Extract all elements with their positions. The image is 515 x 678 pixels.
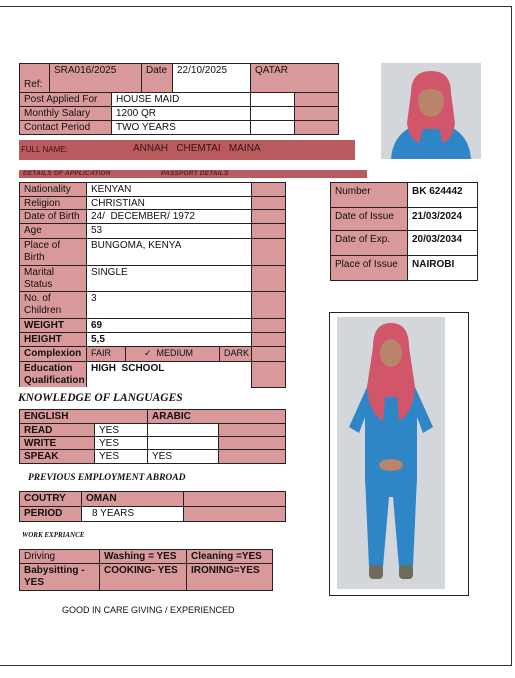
education-value: HIGH SCHOOL [86, 361, 252, 387]
lang-speak-english: YES [94, 449, 148, 464]
lang-speak-label: SPEAK [19, 449, 95, 464]
salary-label: Monthly Salary [19, 106, 112, 121]
salary-value: 1200 QR [111, 106, 251, 121]
work-babysitting: Babysitting - YES [19, 563, 100, 591]
marital-extra [251, 265, 286, 292]
education-extra [251, 361, 286, 388]
lang-write-arabic [147, 436, 219, 450]
children-value: 3 [86, 291, 252, 319]
page-border-right [511, 6, 512, 666]
nationality-value: KENYAN [86, 182, 252, 197]
height-label: HEIGHT [19, 332, 87, 347]
place-issue-value: NAIROBI [407, 255, 478, 281]
passport-number-value: BK 624442 [407, 182, 478, 208]
complexion-extra [251, 346, 286, 362]
fullname-bar [19, 140, 355, 160]
lang-english-header: ENGLISH [19, 409, 148, 424]
ref-value: SRA016/2025 [49, 63, 142, 93]
dob-value: 24/ DECEMBER/ 1972 [86, 209, 252, 224]
complexion-label: Complexion [19, 346, 87, 362]
issue-date-label: Date of Issue [330, 207, 408, 231]
expiry-date-value: 20/03/2034 [407, 230, 478, 256]
footer-note: GOOD IN CARE GIVING / EXPERIENCED [62, 605, 235, 615]
religion-label: Religion [19, 196, 87, 210]
work-washing: Washing = YES [99, 549, 187, 564]
lang-speak-extra [218, 449, 286, 464]
portrait-photo [381, 63, 481, 159]
date-value: 22/10/2025 [172, 63, 251, 93]
work-title: WORK EXPRIANCE [22, 531, 85, 539]
contract-value: TWO YEARS [111, 120, 251, 135]
page-border-bottom [0, 665, 512, 666]
employment-country-label: COUTRY [19, 491, 82, 507]
work-cooking: COOKING- YES [99, 563, 187, 591]
fullbody-photo [337, 317, 445, 589]
age-value: 53 [86, 223, 252, 239]
religion-extra [251, 196, 286, 210]
employment-country-extra [183, 491, 286, 507]
portrait-illustration [381, 63, 481, 159]
passport-number-label: Number [330, 182, 408, 208]
pob-extra [251, 238, 286, 266]
place-issue-label: Place of Issue [330, 255, 408, 281]
ref-label: Ref: [24, 79, 43, 90]
ref-cell [19, 63, 50, 93]
weight-extra [251, 318, 286, 333]
contract-pink [294, 120, 339, 135]
employment-title: PREVIOUS EMPLOYMENT ABROAD [28, 473, 186, 483]
education-label: Education Qualification [19, 361, 87, 387]
section-bar [19, 170, 367, 178]
lang-speak-arabic: YES [147, 449, 219, 464]
nationality-extra [251, 182, 286, 197]
fullbody-photo-frame [329, 312, 469, 596]
contract-label: Contact Period [19, 120, 112, 135]
contract-blank [250, 120, 295, 135]
marital-value: SINGLE [86, 265, 252, 292]
height-extra [251, 332, 286, 347]
lang-read-label: READ [19, 423, 95, 437]
fullbody-illustration [337, 317, 445, 589]
lang-read-arabic [147, 423, 219, 437]
employment-period-label: PERIOD [19, 506, 82, 522]
salary-pink [294, 106, 339, 121]
religion-value: CHRISTIAN [86, 196, 252, 210]
passport-header: PASSPORT DETAILS [161, 170, 229, 177]
country-cell: QATAR [250, 63, 339, 93]
employment-period-extra [183, 506, 286, 522]
fullname-value: ANNAH CHEMTAI MAINA [133, 143, 261, 154]
lang-write-label: WRITE [19, 436, 95, 450]
lang-write-english: YES [94, 436, 148, 450]
height-value: 5,5 [86, 332, 252, 347]
pob-label: Place of Birth [19, 238, 87, 266]
post-blank [250, 92, 295, 107]
fullname-label: FULL NAME: [21, 145, 68, 154]
age-extra [251, 223, 286, 239]
dob-extra [251, 209, 286, 224]
complexion-dark: DARK [219, 346, 252, 362]
children-label: No. of Children [19, 291, 87, 319]
lang-read-english: YES [94, 423, 148, 437]
pob-value: BUNGOMA, KENYA [86, 238, 252, 266]
marital-label: Marital Status [19, 265, 87, 292]
work-ironing: IRONING=YES [186, 563, 273, 591]
dob-label: Date of Birth [19, 209, 87, 224]
post-label: Post Applied For [19, 92, 112, 107]
page-border-top [0, 6, 512, 7]
post-value: HOUSE MAID [111, 92, 251, 107]
weight-label: WEIGHT [19, 318, 87, 333]
complexion-medium: ✓ MEDIUM [125, 346, 220, 362]
age-label: Age [19, 223, 87, 239]
work-cleaning: Cleaning =YES [186, 549, 273, 564]
issue-date-value: 21/03/2024 [407, 207, 478, 231]
post-pink [294, 92, 339, 107]
work-driving: Driving [19, 549, 100, 564]
nationality-label: Nationality [19, 182, 87, 197]
expiry-date-label: Date of Exp. [330, 230, 408, 256]
weight-value: 69 [86, 318, 252, 333]
employment-country-value: OMAN [81, 491, 184, 507]
children-extra [251, 291, 286, 319]
languages-title: KNOWLEDGE OF LANGUAGES [18, 392, 183, 404]
salary-blank [250, 106, 295, 121]
complexion-fair: FAIR [86, 346, 126, 362]
lang-write-extra [218, 436, 286, 450]
employment-period-value: 8 YEARS [81, 506, 184, 522]
date-label: Date [141, 63, 173, 93]
lang-read-extra [218, 423, 286, 437]
lang-arabic-header: ARABIC [147, 409, 286, 424]
details-header: DETAILS OF APPLICATION [23, 170, 111, 177]
